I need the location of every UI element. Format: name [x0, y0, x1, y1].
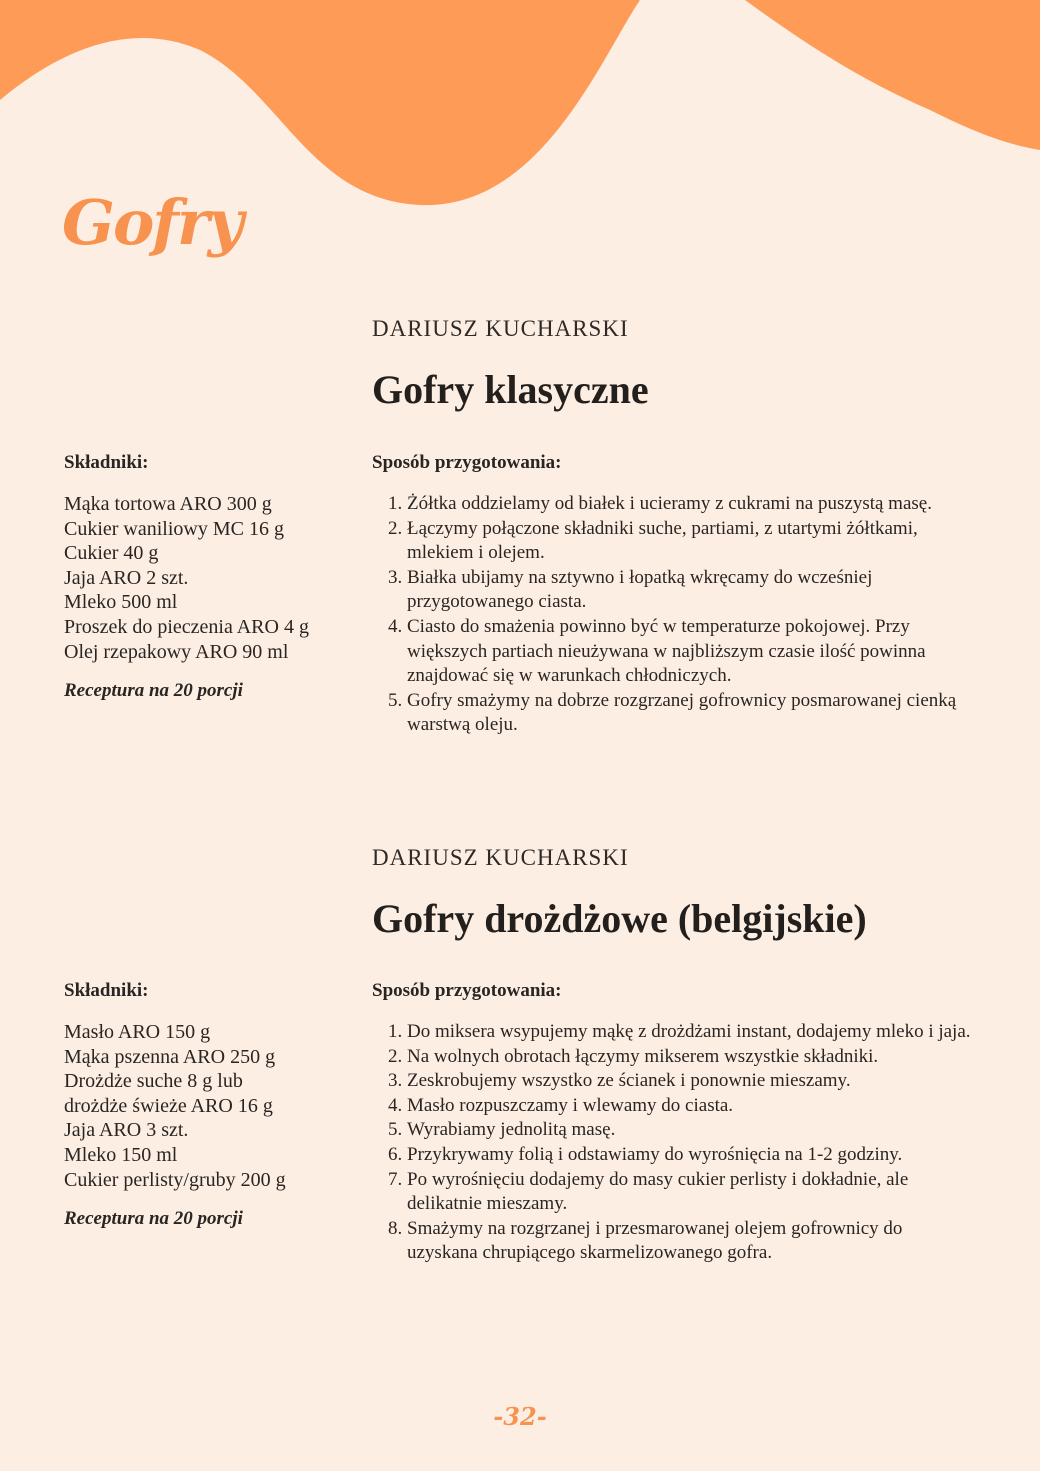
- portion-note: Receptura na 20 porcji: [64, 680, 243, 702]
- step-item: 8. Smażymy na rozgrzanej i przesmarowanej olejem gofrownicy do uzyskana chrupiącego skarmelizowanego gofra.: [407, 1217, 972, 1266]
- recipe-2-ingredients: [64, 980, 354, 1230]
- ingredient-item: Proszek do pieczenia ARO 4 g: [64, 615, 309, 638]
- ingredient-item: Jaja ARO 2 szt.: [64, 566, 189, 589]
- recipe-2-title: Gofry drożdżowe (belgijskie): [372, 896, 867, 941]
- recipe-2-method: [372, 980, 972, 1266]
- ingredient-item: Mleko 500 ml: [64, 591, 178, 614]
- ingredient-item: drożdże świeże ARO 16 g: [64, 1094, 273, 1117]
- ingredient-item: Mąka tortowa ARO 300 g: [64, 493, 272, 515]
- recipe-1-method: [372, 452, 972, 738]
- step-item: 3. Zeskrobujemy wszystko ze ścianek i ponownie mieszamy.: [407, 1069, 972, 1094]
- step-item: 2. Na wolnych obrotach łączymy mikserem wszystkie składniki.: [407, 1045, 972, 1070]
- step-item: 5. Gofry smażymy na dobrze rozgrzanej gofrownicy posmarowanej cienką warstwą oleju.: [407, 689, 972, 738]
- recipe-1-author: DARIUSZ KUCHARSKI: [372, 316, 629, 341]
- step-item: 4. Ciasto do smażenia powinno być w temperaturze pokojowej. Przy większych partiach nieużywana w najbliższym czasie ilość powinna znajdować się w warunkach chłodniczych.: [407, 615, 972, 689]
- step-item: 3. Białka ubijamy na sztywno i łopatką wkręcamy do wcześniej przygotowanego ciasta.: [407, 566, 972, 615]
- step-item: 1. Żółtka oddzielamy od białek i ucieramy z cukrami na puszystą masę.: [407, 492, 972, 517]
- step-item: 1. Do miksera wsypujemy mąkę z drożdżami instant, dodajemy mleko i jaja.: [407, 1020, 972, 1045]
- ingredient-item: Cukier perlisty/gruby 200 g: [64, 1168, 286, 1191]
- ingredients-list: [64, 492, 354, 664]
- recipe-1-ingredients: [64, 452, 354, 702]
- step-item: 4. Masło rozpuszczamy i wlewamy do ciasta.: [407, 1094, 972, 1119]
- steps-list: [372, 1020, 972, 1266]
- step-item: 2. Łączymy połączone składniki suche, partiami, z utartymi żółtkami, mlekiem i olejem.: [407, 517, 972, 566]
- method-heading: Sposób przygotowania:: [372, 980, 562, 1001]
- step-item: 5. Wyrabiamy jednolitą masę.: [407, 1118, 972, 1143]
- section-brand-title: Gofry: [62, 186, 242, 259]
- ingredients-heading: Składniki:: [64, 980, 149, 1001]
- ingredient-item: Masło ARO 150 g: [64, 1021, 211, 1043]
- method-heading: Sposób przygotowania:: [372, 452, 562, 473]
- ingredient-item: Mleko 150 ml: [64, 1143, 178, 1166]
- ingredient-item: Jaja ARO 3 szt.: [64, 1119, 189, 1142]
- step-item: 6. Przykrywamy folią i odstawiamy do wyrośnięcia na 1-2 godziny.: [407, 1143, 972, 1168]
- ingredients-list: [64, 1020, 354, 1192]
- recipe-2-author: DARIUSZ KUCHARSKI: [372, 845, 629, 870]
- ingredients-heading: Składniki:: [64, 452, 149, 473]
- ingredient-item: Olej rzepakowy ARO 90 ml: [64, 640, 289, 663]
- ingredient-item: Mąka pszenna ARO 250 g: [64, 1045, 276, 1068]
- steps-list: [372, 492, 972, 738]
- recipe-1-title: Gofry klasyczne: [372, 367, 649, 412]
- step-item: 7. Po wyrośnięciu dodajemy do masy cukier perlisty i dokładnie, ale delikatnie mieszamy.: [407, 1168, 972, 1217]
- ingredient-item: Cukier waniliowy MC 16 g: [64, 517, 284, 540]
- page-number: -32-: [493, 1402, 547, 1431]
- ingredient-item: Cukier 40 g: [64, 542, 159, 565]
- ingredient-item: Drożdże suche 8 g lub: [64, 1070, 243, 1093]
- portion-note: Receptura na 20 porcji: [64, 1208, 243, 1230]
